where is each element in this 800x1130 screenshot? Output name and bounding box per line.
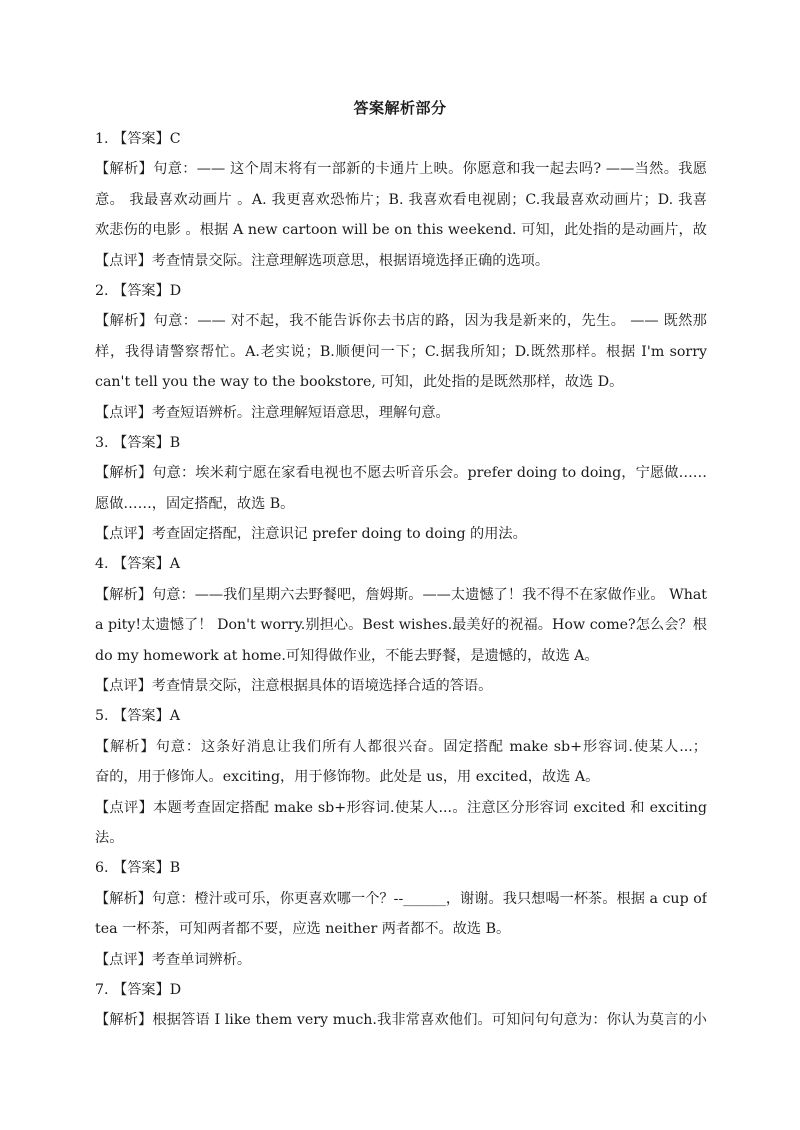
text-line: 法。 — [95, 829, 124, 846]
text-line: 2. 【答案】D — [95, 282, 182, 299]
text-line: 5. 【答案】A — [95, 708, 181, 725]
text-line: 6. 【答案】B — [95, 860, 181, 877]
text-line: 愿做……，固定搭配，故选 B。 — [95, 495, 295, 512]
text-line: 4. 【答案】A — [95, 556, 181, 573]
text-line: do my homework at home.可知得做作业，不能去野餐，是遗憾的，故选 A。 — [95, 647, 599, 664]
text-line: 【点评】考查固定搭配，注意识记 prefer doing to doing 的用法。 — [95, 526, 527, 543]
text-line: 欢悲伤的电影 。根据 A new cartoon will be on this weekend. 可知，此处指的是动画片，故 — [95, 222, 707, 239]
text-line: 【解析】句意：橙汁或可乐，你更喜欢哪一个？--______，谢谢。我只想喝一杯茶。根据 a cup of — [95, 890, 707, 907]
text-line: 1. 【答案】C — [95, 131, 181, 147]
text-line: 7. 【答案】D — [95, 981, 182, 998]
text-line: 【点评】考查情景交际，注意根据具体的语境选择合适的答语。 — [95, 678, 493, 695]
text-line: 奋的，用于修饰人。exciting，用于修饰物。此处是 us，用 excited，故选 A。 — [95, 769, 600, 786]
text-line: 【解析】句意：—— 对不起，我不能告诉你去书店的路，因为我是新来的，先生。 —— 既然那 — [95, 313, 707, 330]
page-title: 答案解析部分 — [353, 99, 447, 117]
text-line: 【解析】句意：这条好消息让我们所有人都很兴奋。固定搭配 make sb+形容词.使某人...； — [95, 738, 707, 755]
text-line: tea 一杯茶，可知两者都不要，应选 neither 两者都不。故选 B。 — [95, 921, 511, 938]
text-line: 【解析】句意：——我们星期六去野餐吧，詹姆斯。——太遗憾了！我不得不在家做作业。 What — [95, 586, 707, 603]
text-line: 样，我得请警察帮忙。A.老实说；B.顺便问一下；C.据我所知；D.既然那样。根据 I'm sorry — [95, 343, 707, 360]
text-line: 3. 【答案】B — [95, 434, 181, 451]
text-line: 【解析】句意：—— 这个周末将有一部新的卡通片上映。你愿意和我一起去吗? ——当然。我愿 — [95, 161, 707, 178]
text-line: 【点评】考查短语辨析。注意理解短语意思，理解句意。 — [95, 404, 450, 421]
text-line: 意。 我最喜欢动画片 。A. 我更喜欢恐怖片；B. 我喜欢看电视剧；C.我最喜欢动画片；D. 我喜 — [95, 191, 707, 208]
text-line: can't tell you the way to the bookstore, 可知，此处指的是既然那样，故选 D。 — [95, 374, 624, 391]
text-line: 【解析】句意：埃米莉宁愿在家看电视也不愿去听音乐会。prefer doing to doing，宁愿做…… — [95, 465, 707, 482]
text-line: a pity!太遗憾了！ Don't worry.别担心。Best wishes.最美好的祝福。How come?怎么会？根 — [95, 617, 707, 634]
text-line: 【点评】本题考查固定搭配 make sb+形容词.使某人...。注意区分形容词 excited 和 exciting — [95, 799, 707, 816]
text-line: 【解析】根据答语 I like them very much.我非常喜欢他们。可知问句句意为：你认为莫言的小 — [95, 1012, 707, 1029]
text-line: 【点评】考查单词辨析。 — [95, 951, 252, 968]
answer-analysis-content — [95, 124, 707, 1036]
text-line: 【点评】考查情景交际。注意理解选项意思，根据语境选择正确的选项。 — [95, 252, 550, 269]
